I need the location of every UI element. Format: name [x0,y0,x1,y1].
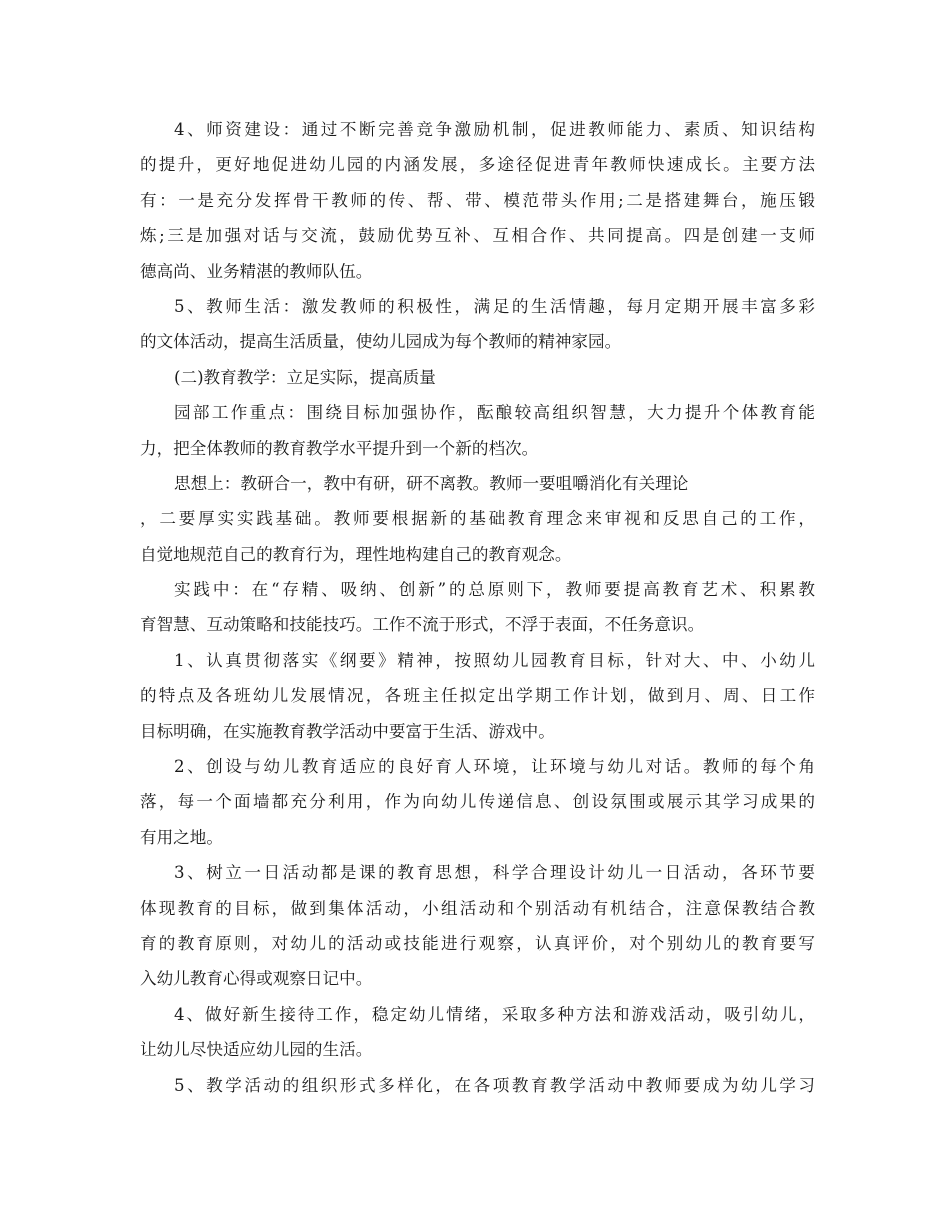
document-line: 的特点及各班幼儿发展情况，各班主任拟定出学期工作计划，做到月、周、日工作 [140,686,815,706]
document-line: 自觉地规范自己的教育行为，理性地构建自己的教育观念。 [140,544,572,564]
document-line: 有用之地。 [140,827,223,847]
document-line: 让幼儿尽快适应幼儿园的生活。 [140,1040,373,1060]
document-line: 5、教学活动的组织形式多样化，在各项教育教学活动中教师要成为幼儿学习 [174,1075,815,1095]
document-line: 育智慧、互动策略和技能技巧。工作不流于形式，不浮于表面，不任务意识。 [140,615,705,635]
document-line: 落，每一个面墙都充分利用，作为向幼儿传递信息、创设氛围或展示其学习成果的 [140,792,815,812]
document-line: 体现教育的目标，做到集体活动，小组活动和个别活动有机结合，注意保教结合教 [140,898,815,918]
document-line: 的提升，更好地促进幼儿园的内涵发展，多途径促进青年教师快速成长。主要方法 [140,155,815,175]
document-line: (二)教育教学：立足实际，提高质量 [174,367,436,387]
document-line: 1、认真贯彻落实《纲要》精神，按照幼儿园教育目标，针对大、中、小幼儿 [174,650,815,670]
document-line: 2、创设与幼儿教育适应的良好育人环境，让环境与幼儿对话。教师的每个角 [174,757,815,777]
document-line: 思想上：教研合一，教中有研，研不离教。教师一要咀嚼消化有关理论 [174,473,689,493]
document-line: ，二要厚实实践基础。教师要根据新的基础教育理念来审视和反思自己的工作， [140,509,815,529]
document-line: 4、师资建设：通过不断完善竞争激励机制，促进教师能力、素质、知识结构 [174,120,815,139]
document-line: 炼;三是加强对话与交流，鼓励优势互补、互相合作、共同提高。四是创建一支师 [140,226,815,246]
document-line: 入幼儿教育心得或观察日记中。 [140,969,373,989]
document-line: 育的教育原则，对幼儿的活动或技能进行观察，认真评价，对个别幼儿的教育要写 [140,933,815,953]
document-line: 4、做好新生接待工作，稳定幼儿情绪，采取多种方法和游戏活动，吸引幼儿， [174,1004,815,1024]
document-line: 5、教师生活：激发教师的积极性，满足的生活情趣，每月定期开展丰富多彩 [174,296,815,316]
document-line: 实践中：在“存精、吸纳、创新”的总原则下，教师要提高教育艺术、积累教 [174,580,815,600]
document-line: 园部工作重点：围绕目标加强协作，酝酿较高组织智慧，大力提升个体教育能 [174,403,815,423]
document-line: 德高尚、业务精湛的教师队伍。 [140,261,373,281]
document-line: 3、树立一日活动都是课的教育思想，科学合理设计幼儿一日活动，各环节要 [174,863,815,883]
document-line: 目标明确，在实施教育教学活动中要富于生活、游戏中。 [140,721,555,741]
document-body [140,112,815,1103]
document-line: 有：一是充分发挥骨干教师的传、帮、带、模范带头作用;二是搭建舞台，施压锻 [140,190,815,210]
document-line: 力，把全体教师的教育教学水平提升到一个新的档次。 [140,438,539,458]
document-line: 的文体活动，提高生活质量，使幼儿园成为每个教师的精神家园。 [140,332,622,352]
